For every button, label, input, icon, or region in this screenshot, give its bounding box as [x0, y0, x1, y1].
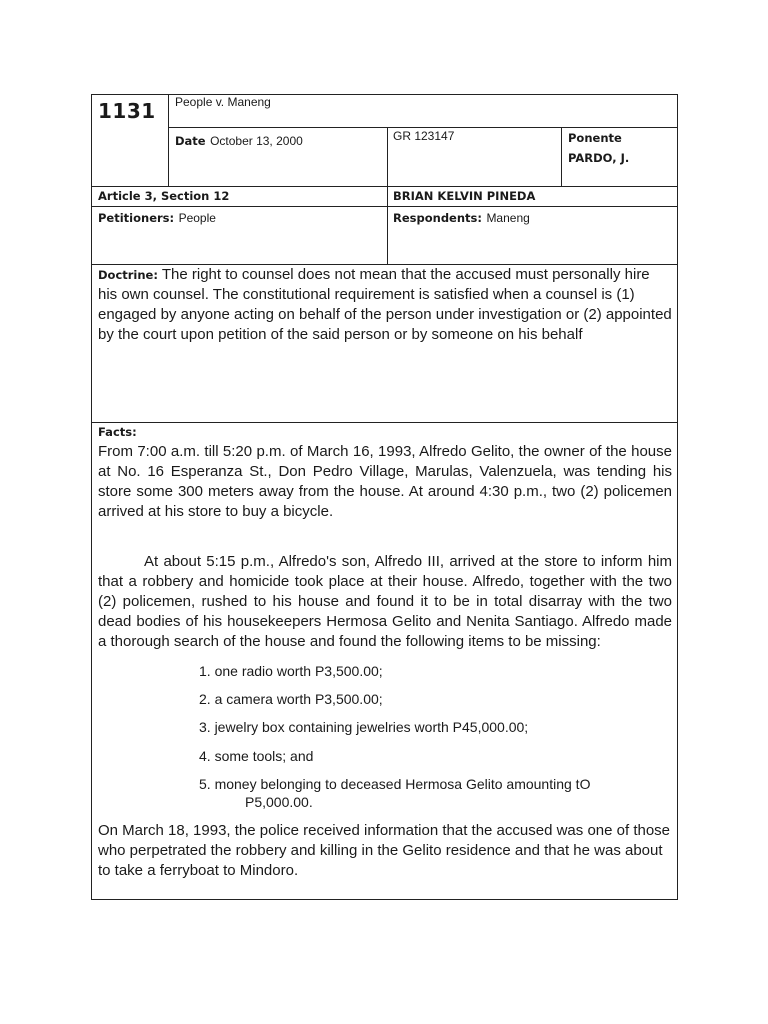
ponente-label: Ponente	[568, 131, 622, 145]
case-number: 1131	[98, 99, 156, 123]
petitioners-value: People	[178, 211, 216, 225]
respondents-value: Maneng	[486, 211, 530, 225]
missing-item-continuation: P5,000.00.	[245, 794, 313, 810]
respondents-field	[393, 209, 530, 227]
respondents-label: Respondents:	[393, 211, 482, 225]
doctrine-label: Doctrine:	[98, 268, 158, 282]
divider	[168, 95, 169, 186]
divider	[92, 206, 678, 207]
digest-author: BRIAN KELVIN PINEDA	[393, 189, 536, 203]
petitioners-label: Petitioners:	[98, 211, 175, 225]
date-label: Date	[175, 134, 206, 148]
divider	[92, 422, 678, 423]
case-title: People v. Maneng	[175, 95, 271, 109]
missing-item: 1. one radio worth P3,500.00;	[199, 663, 383, 679]
facts-paragraph-2: At about 5:15 p.m., Alfredo's son, Alfredo III, arrived at the store to inform him that a robbery and homicide took place at their house. Alfredo, together with the two (2) policemen, rushed to his house and found it to be in total disarray with the two dead bodies of his housekeepers Hermosa Gelito and Nenita Santiago. Alfredo made a thorough search of the house and found the following items to be missing:	[98, 553, 672, 650]
divider	[561, 127, 562, 186]
missing-item: 5. money belonging to deceased Hermosa Gelito amounting tO	[199, 776, 591, 792]
doctrine-section	[98, 265, 672, 345]
facts-paragraph-3: On March 18, 1993, the police received information that the accused was one of those who perpetrated the robbery and killing in the Gelito residence and that he was about to take a ferryboat to Mindoro.	[98, 822, 671, 879]
gr-number: GR 123147	[393, 129, 455, 143]
case-digest-sheet	[91, 94, 678, 900]
divider	[92, 186, 678, 187]
missing-item: 4. some tools; and	[199, 748, 314, 764]
doctrine-text: The right to counsel does not mean that the accused must personally hire his own counsel. The constitutional requirement is satisfied when a counsel is (1) engaged by anyone acting on behalf of the person under investigation or (2) appointed by the court upon petition of the said person or by someone on his behalf	[98, 266, 672, 343]
facts-label: Facts:	[98, 425, 137, 439]
article-section: Article 3, Section 12	[98, 189, 230, 203]
facts-paragraph-1: From 7:00 a.m. till 5:20 p.m. of March 16, 1993, Alfredo Gelito, the owner of the house at No. 16 Esperanza St., Don Pedro Village, Marulas, Valenzuela, was tending his store some 300 meters away from the house. At around 4:30 p.m., two (2) policemen arrived at his store to buy a bicycle.	[98, 443, 672, 520]
divider	[168, 127, 678, 128]
petitioners-field	[98, 209, 216, 227]
ponente-name: PARDO, J.	[568, 151, 630, 165]
divider	[387, 127, 388, 264]
date-field	[175, 132, 303, 150]
missing-item: 2. a camera worth P3,500.00;	[199, 691, 383, 707]
date-value: October 13, 2000	[210, 134, 303, 148]
missing-item: 3. jewelry box containing jewelries worth P45,000.00;	[199, 719, 529, 735]
